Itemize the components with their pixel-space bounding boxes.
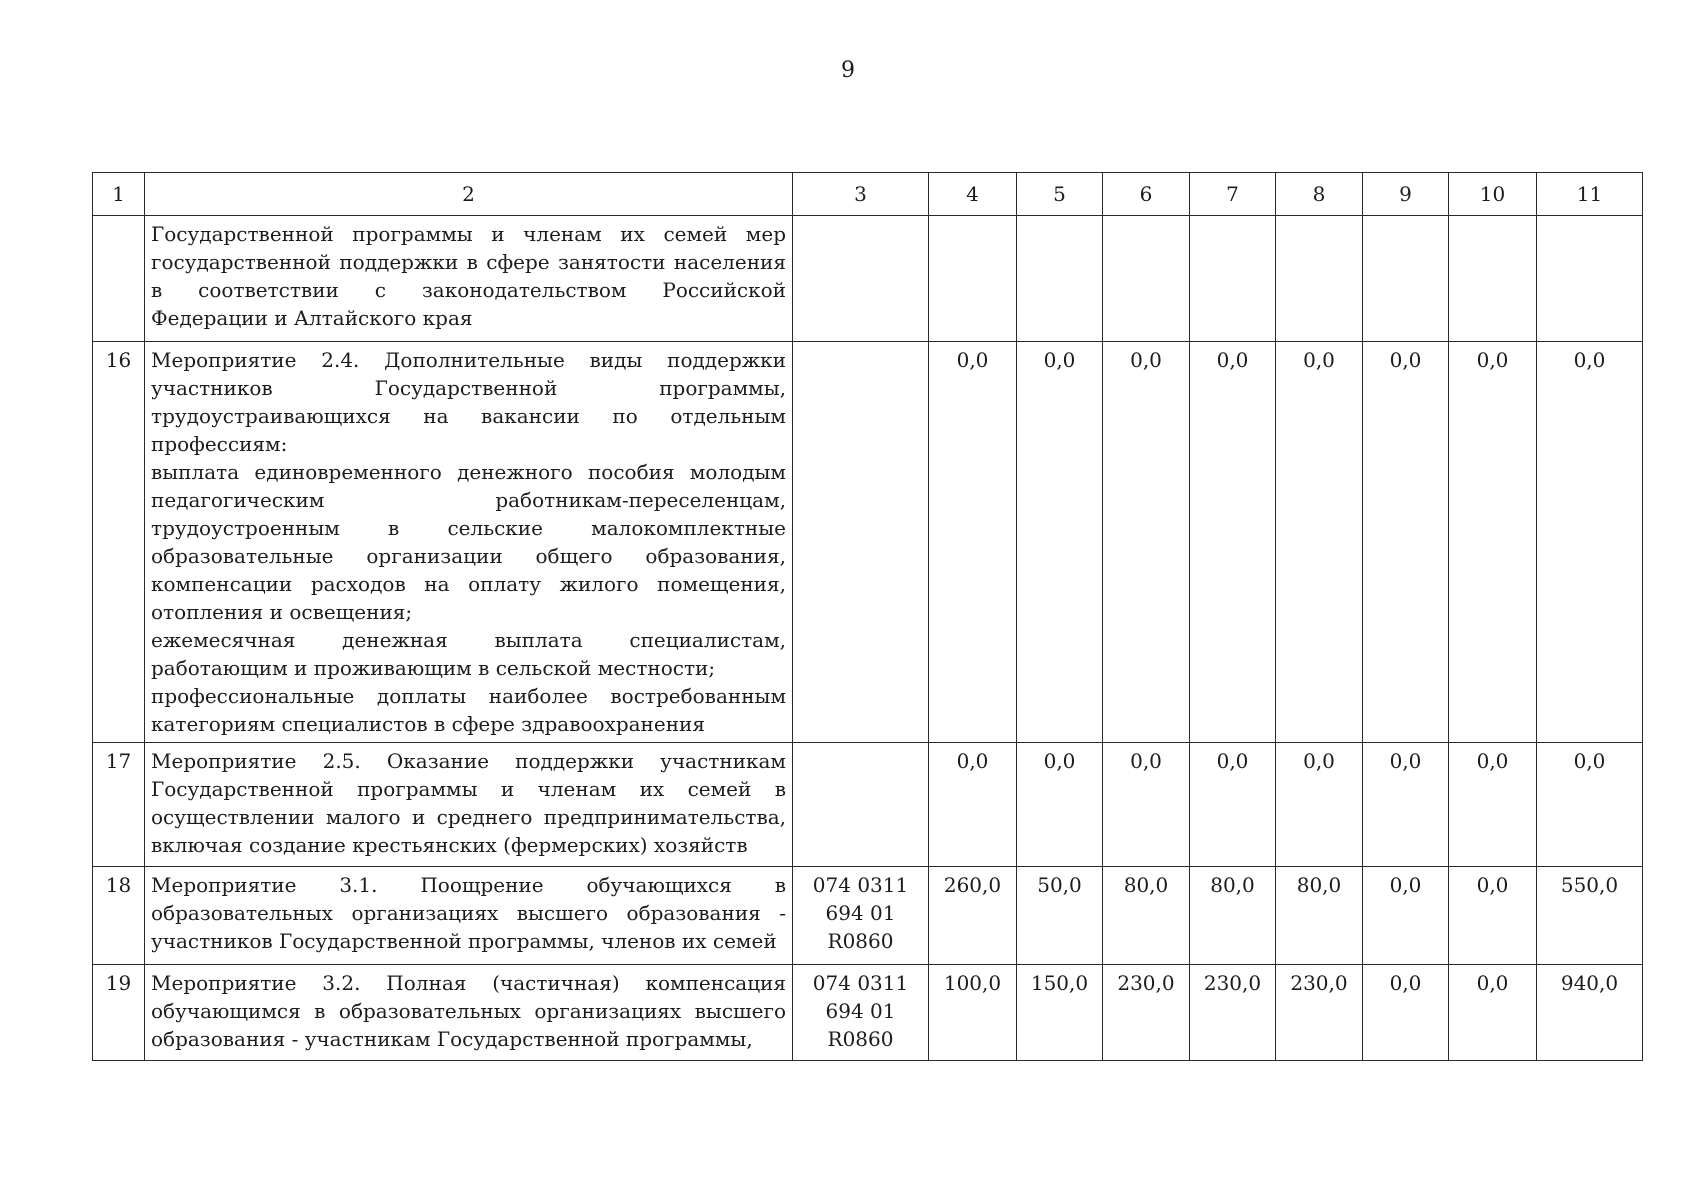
value-cell [1363,216,1449,342]
budget-code-cell: 074 0311 694 01 R0860 [793,867,929,965]
value-cell [1537,216,1643,342]
table-row [93,867,1643,965]
value-cell: 0,0 [1449,743,1537,867]
budget-code-cell [793,342,929,743]
description-cell [145,867,793,965]
header-cell: 5 [1017,173,1103,216]
description-paragraph: ежемесячная денежная выплата специалистам, работающим и проживающим в сельской местности; [151,628,786,680]
header-cell: 7 [1190,173,1276,216]
header-cell: 9 [1363,173,1449,216]
budget-table [92,172,1643,1061]
page-number: 9 [841,58,855,83]
value-cell [1103,216,1190,342]
value-cell: 550,0 [1537,867,1643,965]
value-cell: 50,0 [1017,867,1103,965]
budget-code-cell [793,216,929,342]
value-cell [1449,216,1537,342]
value-cell: 0,0 [1363,342,1449,743]
value-cell [1276,216,1363,342]
budget-code-cell: 074 0311 694 01 R0860 [793,965,929,1061]
value-cell: 0,0 [1017,743,1103,867]
value-cell: 230,0 [1276,965,1363,1061]
description-paragraph: Мероприятие 3.2. Полная (частичная) компенсация обучающимся в образовательных организациях высшего образования - участникам Государственной программы, [151,971,786,1051]
description-cell [145,965,793,1061]
value-cell: 0,0 [1190,342,1276,743]
table-row [93,216,1643,342]
table-row [93,743,1643,867]
value-cell: 0,0 [1190,743,1276,867]
value-cell: 0,0 [1363,965,1449,1061]
value-cell: 80,0 [1276,867,1363,965]
value-cell: 0,0 [1449,342,1537,743]
row-number-cell: 19 [93,965,145,1061]
value-cell: 260,0 [929,867,1017,965]
value-cell: 0,0 [1363,743,1449,867]
value-cell: 0,0 [1017,342,1103,743]
value-cell: 940,0 [1537,965,1643,1061]
description-paragraph: Мероприятие 3.1. Поощрение обучающихся в образовательных организациях высшего образования - участников Государственной программы, членов их семей [151,873,786,953]
value-cell: 230,0 [1103,965,1190,1061]
value-cell: 0,0 [929,743,1017,867]
value-cell: 0,0 [1449,867,1537,965]
value-cell: 0,0 [1103,743,1190,867]
description-paragraph: выплата единовременного денежного пособия молодым педагогическим работникам-переселенцам, трудоустроенным в сельские малокомплектные образовательные организации общего образования, компенсации расходов на оплату жилого помещения, отопления и освещения; [151,460,786,624]
table-header-row [93,173,1643,216]
value-cell: 80,0 [1103,867,1190,965]
row-number-cell: 17 [93,743,145,867]
budget-code-cell [793,743,929,867]
value-cell: 0,0 [1276,743,1363,867]
header-cell: 1 [93,173,145,216]
header-cell: 10 [1449,173,1537,216]
description-cell [145,743,793,867]
table-row [93,342,1643,743]
description-paragraph: Мероприятие 2.5. Оказание поддержки участникам Государственной программы и членам их семей в осуществлении малого и среднего предпринимательства, включая создание крестьянских (фермерских) хозяйств [151,749,786,857]
value-cell: 0,0 [1276,342,1363,743]
row-number-cell: 18 [93,867,145,965]
value-cell [1190,216,1276,342]
value-cell: 0,0 [1449,965,1537,1061]
description-paragraph: Мероприятие 2.4. Дополнительные виды поддержки участников Государственной программы, трудоустраивающихся на вакансии по отдельным профессиям: [151,348,786,456]
value-cell: 0,0 [1103,342,1190,743]
header-cell: 6 [1103,173,1190,216]
header-cell: 4 [929,173,1017,216]
description-cell [145,216,793,342]
value-cell: 230,0 [1190,965,1276,1061]
header-cell: 11 [1537,173,1643,216]
table-row [93,965,1643,1061]
value-cell: 0,0 [1537,743,1643,867]
value-cell: 100,0 [929,965,1017,1061]
description-paragraph: профессиональные доплаты наиболее востребованным категориям специалистов в сфере здравоохранения [151,684,786,736]
value-cell [929,216,1017,342]
value-cell: 0,0 [1537,342,1643,743]
value-cell [1017,216,1103,342]
value-cell: 150,0 [1017,965,1103,1061]
description-cell [145,342,793,743]
header-cell: 8 [1276,173,1363,216]
value-cell: 80,0 [1190,867,1276,965]
description-paragraph: Государственной программы и членам их семей мер государственной поддержки в сфере занятости населения в соответствии с законодательством Российской Федерации и Алтайского края [151,222,786,330]
value-cell: 0,0 [929,342,1017,743]
header-cell: 2 [145,173,793,216]
row-number-cell [93,216,145,342]
value-cell: 0,0 [1363,867,1449,965]
row-number-cell: 16 [93,342,145,743]
header-cell: 3 [793,173,929,216]
